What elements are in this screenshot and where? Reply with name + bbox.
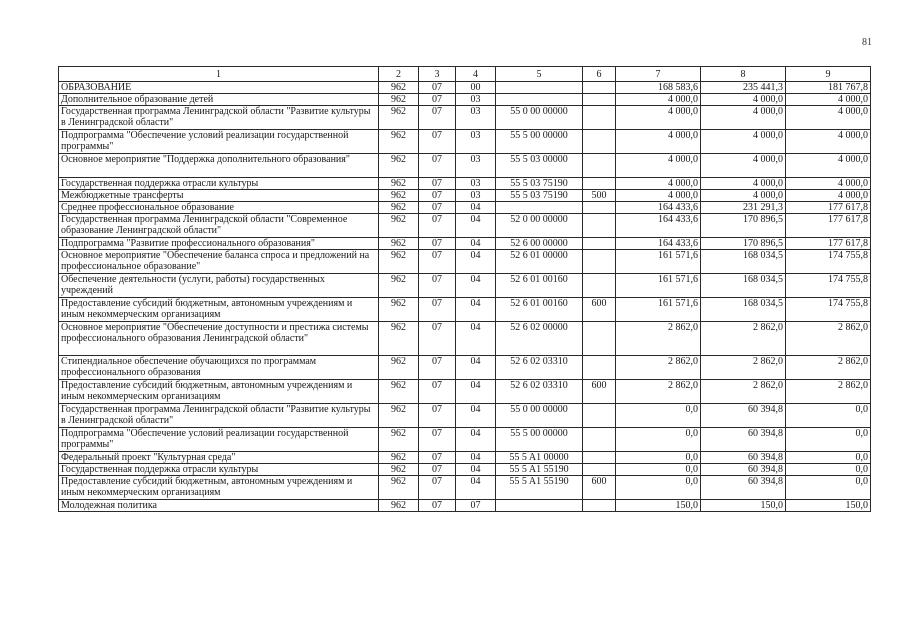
expense-type-cell xyxy=(583,500,616,512)
expense-type-cell xyxy=(583,404,616,428)
amount-col-8-cell: 168 034,5 xyxy=(701,298,786,322)
row-name-cell: Государственная поддержка отрасли культуры xyxy=(59,178,379,190)
amount-col-8-cell: 4 000,0 xyxy=(701,106,786,130)
section-code-cell: 07 xyxy=(419,476,456,500)
section-code-cell: 07 xyxy=(419,464,456,476)
section-code-cell: 07 xyxy=(419,154,456,178)
row-name-cell: Основное мероприятие "Поддержка дополнительного образования" xyxy=(59,154,379,178)
table-row xyxy=(59,452,871,464)
subsection-code-cell: 03 xyxy=(456,94,496,106)
ministry-code-cell: 962 xyxy=(379,130,419,154)
amount-col-9-cell: 174 755,8 xyxy=(786,250,871,274)
target-article-cell xyxy=(496,94,583,106)
page-number: 81 xyxy=(862,37,872,48)
amount-col-8-cell: 60 394,8 xyxy=(701,404,786,428)
subsection-code-cell: 04 xyxy=(456,274,496,298)
subsection-code-cell: 04 xyxy=(456,428,496,452)
amount-col-8-cell: 4 000,0 xyxy=(701,190,786,202)
section-code-cell: 07 xyxy=(419,106,456,130)
ministry-code-cell: 962 xyxy=(379,82,419,94)
expense-type-cell xyxy=(583,238,616,250)
subsection-code-cell: 04 xyxy=(456,404,496,428)
target-article-cell: 55 5 03 00000 xyxy=(496,154,583,178)
target-article-cell: 55 5 A1 55190 xyxy=(496,476,583,500)
amount-col-7-cell: 2 862,0 xyxy=(616,356,701,380)
section-code-cell: 07 xyxy=(419,82,456,94)
amount-col-8-cell: 2 862,0 xyxy=(701,356,786,380)
ministry-code-cell: 962 xyxy=(379,500,419,512)
amount-col-7-cell: 2 862,0 xyxy=(616,322,701,356)
amount-col-7-cell: 0,0 xyxy=(616,404,701,428)
expense-type-cell xyxy=(583,214,616,238)
amount-col-7-cell: 161 571,6 xyxy=(616,274,701,298)
row-name-cell: Межбюджетные трансферты xyxy=(59,190,379,202)
amount-col-7-cell: 4 000,0 xyxy=(616,190,701,202)
section-code-cell: 07 xyxy=(419,190,456,202)
subsection-code-cell: 04 xyxy=(456,356,496,380)
target-article-cell: 55 5 00 00000 xyxy=(496,130,583,154)
header-row xyxy=(59,67,871,82)
table-body xyxy=(59,82,871,512)
expense-type-cell: 500 xyxy=(583,190,616,202)
target-article-cell: 52 6 01 00000 xyxy=(496,250,583,274)
amount-col-8-cell: 4 000,0 xyxy=(701,130,786,154)
target-article-cell: 55 5 03 75190 xyxy=(496,190,583,202)
ministry-code-cell: 962 xyxy=(379,214,419,238)
amount-col-7-cell: 164 433,6 xyxy=(616,214,701,238)
amount-col-9-cell: 2 862,0 xyxy=(786,356,871,380)
header-cell: 8 xyxy=(701,67,786,82)
section-code-cell: 07 xyxy=(419,214,456,238)
table-row xyxy=(59,500,871,512)
expense-type-cell: 600 xyxy=(583,476,616,500)
section-code-cell: 07 xyxy=(419,356,456,380)
expense-type-cell xyxy=(583,428,616,452)
ministry-code-cell: 962 xyxy=(379,238,419,250)
amount-col-7-cell: 0,0 xyxy=(616,464,701,476)
row-name-cell: Подпрограмма "Обеспечение условий реализации государственной программы" xyxy=(59,130,379,154)
section-code-cell: 07 xyxy=(419,428,456,452)
amount-col-9-cell: 0,0 xyxy=(786,428,871,452)
row-name-cell: Стипендиальное обеспечение обучающихся по программам профессионального образования xyxy=(59,356,379,380)
amount-col-7-cell: 4 000,0 xyxy=(616,130,701,154)
row-name-cell: Государственная поддержка отрасли культуры xyxy=(59,464,379,476)
section-code-cell: 07 xyxy=(419,298,456,322)
section-code-cell: 07 xyxy=(419,274,456,298)
row-name-cell: Федеральный проект "Культурная среда" xyxy=(59,452,379,464)
table-row xyxy=(59,238,871,250)
amount-col-7-cell: 161 571,6 xyxy=(616,250,701,274)
subsection-code-cell: 04 xyxy=(456,298,496,322)
subsection-code-cell: 07 xyxy=(456,500,496,512)
amount-col-8-cell: 60 394,8 xyxy=(701,428,786,452)
amount-col-9-cell: 4 000,0 xyxy=(786,106,871,130)
row-name-cell: Подпрограмма "Развитие профессионального образования" xyxy=(59,238,379,250)
amount-col-9-cell: 0,0 xyxy=(786,464,871,476)
ministry-code-cell: 962 xyxy=(379,178,419,190)
table-row xyxy=(59,214,871,238)
amount-col-9-cell: 4 000,0 xyxy=(786,130,871,154)
row-name-cell: Основное мероприятие "Обеспечение доступности и престижа системы профессионального образования Ленинградской области" xyxy=(59,322,379,356)
amount-col-9-cell: 174 755,8 xyxy=(786,274,871,298)
header-cell: 1 xyxy=(59,67,379,82)
section-code-cell: 07 xyxy=(419,130,456,154)
amount-col-8-cell: 4 000,0 xyxy=(701,94,786,106)
ministry-code-cell: 962 xyxy=(379,356,419,380)
row-name-cell: Молодежная политика xyxy=(59,500,379,512)
section-code-cell: 07 xyxy=(419,322,456,356)
table-row xyxy=(59,380,871,404)
header-cell: 5 xyxy=(496,67,583,82)
amount-col-8-cell: 4 000,0 xyxy=(701,178,786,190)
amount-col-8-cell: 60 394,8 xyxy=(701,452,786,464)
amount-col-9-cell: 177 617,8 xyxy=(786,238,871,250)
ministry-code-cell: 962 xyxy=(379,94,419,106)
target-article-cell: 52 6 00 00000 xyxy=(496,238,583,250)
ministry-code-cell: 962 xyxy=(379,380,419,404)
table-row xyxy=(59,428,871,452)
target-article-cell: 52 6 02 03310 xyxy=(496,380,583,404)
amount-col-9-cell: 150,0 xyxy=(786,500,871,512)
amount-col-9-cell: 181 767,8 xyxy=(786,82,871,94)
target-article-cell: 52 6 01 00160 xyxy=(496,274,583,298)
amount-col-9-cell: 2 862,0 xyxy=(786,380,871,404)
table-row xyxy=(59,82,871,94)
amount-col-7-cell: 164 433,6 xyxy=(616,202,701,214)
header-cell: 6 xyxy=(583,67,616,82)
section-code-cell: 07 xyxy=(419,500,456,512)
expense-type-cell xyxy=(583,106,616,130)
amount-col-8-cell: 170 896,5 xyxy=(701,214,786,238)
subsection-code-cell: 03 xyxy=(456,130,496,154)
ministry-code-cell: 962 xyxy=(379,322,419,356)
row-name-cell: Обеспечение деятельности (услуги, работы) государственных учреждений xyxy=(59,274,379,298)
target-article-cell xyxy=(496,82,583,94)
subsection-code-cell: 04 xyxy=(456,322,496,356)
amount-col-8-cell: 168 034,5 xyxy=(701,274,786,298)
row-name-cell: Предоставление субсидий бюджетным, автономным учреждениям и иным некоммерческим организациям xyxy=(59,380,379,404)
subsection-code-cell: 03 xyxy=(456,190,496,202)
target-article-cell xyxy=(496,202,583,214)
section-code-cell: 07 xyxy=(419,178,456,190)
expense-type-cell xyxy=(583,82,616,94)
table-row xyxy=(59,178,871,190)
section-code-cell: 07 xyxy=(419,452,456,464)
row-name-cell: Государственная программа Ленинградской области "Современное образование Ленинградской области" xyxy=(59,214,379,238)
header-cell: 2 xyxy=(379,67,419,82)
expense-type-cell: 600 xyxy=(583,380,616,404)
ministry-code-cell: 962 xyxy=(379,428,419,452)
table-row xyxy=(59,298,871,322)
amount-col-8-cell: 168 034,5 xyxy=(701,250,786,274)
target-article-cell: 55 0 00 00000 xyxy=(496,404,583,428)
amount-col-9-cell: 177 617,8 xyxy=(786,202,871,214)
amount-col-8-cell: 60 394,8 xyxy=(701,464,786,476)
table-row xyxy=(59,202,871,214)
expense-type-cell xyxy=(583,94,616,106)
expense-type-cell xyxy=(583,464,616,476)
ministry-code-cell: 962 xyxy=(379,476,419,500)
row-name-cell: Дополнительное образование детей xyxy=(59,94,379,106)
ministry-code-cell: 962 xyxy=(379,190,419,202)
budget-table xyxy=(58,66,871,512)
target-article-cell: 52 6 01 00160 xyxy=(496,298,583,322)
subsection-code-cell: 04 xyxy=(456,250,496,274)
ministry-code-cell: 962 xyxy=(379,154,419,178)
target-article-cell: 55 5 A1 55190 xyxy=(496,464,583,476)
subsection-code-cell: 03 xyxy=(456,106,496,130)
table-row xyxy=(59,190,871,202)
target-article-cell: 55 5 00 00000 xyxy=(496,428,583,452)
table-row xyxy=(59,106,871,130)
subsection-code-cell: 03 xyxy=(456,154,496,178)
subsection-code-cell: 04 xyxy=(456,380,496,404)
expense-type-cell xyxy=(583,130,616,154)
target-article-cell: 52 6 02 03310 xyxy=(496,356,583,380)
expense-type-cell xyxy=(583,154,616,178)
ministry-code-cell: 962 xyxy=(379,106,419,130)
table-row xyxy=(59,274,871,298)
table-row xyxy=(59,94,871,106)
row-name-cell: Подпрограмма "Обеспечение условий реализации государственной программы" xyxy=(59,428,379,452)
target-article-cell: 55 0 00 00000 xyxy=(496,106,583,130)
target-article-cell: 55 5 03 75190 xyxy=(496,178,583,190)
ministry-code-cell: 962 xyxy=(379,250,419,274)
amount-col-8-cell: 150,0 xyxy=(701,500,786,512)
amount-col-9-cell: 0,0 xyxy=(786,404,871,428)
subsection-code-cell: 04 xyxy=(456,214,496,238)
amount-col-7-cell: 0,0 xyxy=(616,452,701,464)
table-row xyxy=(59,476,871,500)
amount-col-8-cell: 235 441,3 xyxy=(701,82,786,94)
section-code-cell: 07 xyxy=(419,380,456,404)
section-code-cell: 07 xyxy=(419,238,456,250)
amount-col-8-cell: 231 291,3 xyxy=(701,202,786,214)
header-cell: 3 xyxy=(419,67,456,82)
expense-type-cell xyxy=(583,250,616,274)
header-cell: 9 xyxy=(786,67,871,82)
amount-col-8-cell: 170 896,5 xyxy=(701,238,786,250)
header-cell: 4 xyxy=(456,67,496,82)
row-name-cell: Предоставление субсидий бюджетным, автономным учреждениям и иным некоммерческим организациям xyxy=(59,298,379,322)
row-name-cell: ОБРАЗОВАНИЕ xyxy=(59,82,379,94)
header-cell: 7 xyxy=(616,67,701,82)
ministry-code-cell: 962 xyxy=(379,452,419,464)
amount-col-9-cell: 174 755,8 xyxy=(786,298,871,322)
amount-col-7-cell: 161 571,6 xyxy=(616,298,701,322)
expense-type-cell xyxy=(583,202,616,214)
amount-col-8-cell: 4 000,0 xyxy=(701,154,786,178)
amount-col-9-cell: 4 000,0 xyxy=(786,154,871,178)
ministry-code-cell: 962 xyxy=(379,274,419,298)
target-article-cell: 52 6 02 00000 xyxy=(496,322,583,356)
table-row xyxy=(59,250,871,274)
subsection-code-cell: 04 xyxy=(456,202,496,214)
expense-type-cell xyxy=(583,178,616,190)
ministry-code-cell: 962 xyxy=(379,202,419,214)
table-row xyxy=(59,404,871,428)
expense-type-cell xyxy=(583,356,616,380)
row-name-cell: Среднее профессиональное образование xyxy=(59,202,379,214)
table-row xyxy=(59,154,871,178)
expense-type-cell xyxy=(583,322,616,356)
amount-col-9-cell: 0,0 xyxy=(786,476,871,500)
amount-col-9-cell: 4 000,0 xyxy=(786,94,871,106)
expense-type-cell xyxy=(583,452,616,464)
row-name-cell: Предоставление субсидий бюджетным, автономным учреждениям и иным некоммерческим организациям xyxy=(59,476,379,500)
amount-col-7-cell: 2 862,0 xyxy=(616,380,701,404)
amount-col-8-cell: 2 862,0 xyxy=(701,380,786,404)
table-row xyxy=(59,464,871,476)
row-name-cell: Государственная программа Ленинградской области "Развитие культуры в Ленинградской области" xyxy=(59,404,379,428)
amount-col-8-cell: 2 862,0 xyxy=(701,322,786,356)
target-article-cell: 52 0 00 00000 xyxy=(496,214,583,238)
amount-col-9-cell: 2 862,0 xyxy=(786,322,871,356)
target-article-cell: 55 5 A1 00000 xyxy=(496,452,583,464)
amount-col-8-cell: 60 394,8 xyxy=(701,476,786,500)
section-code-cell: 07 xyxy=(419,404,456,428)
amount-col-7-cell: 150,0 xyxy=(616,500,701,512)
subsection-code-cell: 04 xyxy=(456,464,496,476)
row-name-cell: Государственная программа Ленинградской области "Развитие культуры в Ленинградской области" xyxy=(59,106,379,130)
amount-col-7-cell: 4 000,0 xyxy=(616,106,701,130)
amount-col-7-cell: 0,0 xyxy=(616,428,701,452)
table-row xyxy=(59,322,871,356)
amount-col-7-cell: 4 000,0 xyxy=(616,154,701,178)
expense-type-cell xyxy=(583,274,616,298)
ministry-code-cell: 962 xyxy=(379,404,419,428)
amount-col-9-cell: 4 000,0 xyxy=(786,190,871,202)
amount-col-7-cell: 0,0 xyxy=(616,476,701,500)
table-row xyxy=(59,356,871,380)
amount-col-9-cell: 4 000,0 xyxy=(786,178,871,190)
subsection-code-cell: 04 xyxy=(456,452,496,464)
subsection-code-cell: 04 xyxy=(456,476,496,500)
amount-col-7-cell: 164 433,6 xyxy=(616,238,701,250)
section-code-cell: 07 xyxy=(419,202,456,214)
target-article-cell xyxy=(496,500,583,512)
section-code-cell: 07 xyxy=(419,94,456,106)
amount-col-9-cell: 177 617,8 xyxy=(786,214,871,238)
subsection-code-cell: 03 xyxy=(456,178,496,190)
amount-col-9-cell: 0,0 xyxy=(786,452,871,464)
subsection-code-cell: 04 xyxy=(456,238,496,250)
table-row xyxy=(59,130,871,154)
subsection-code-cell: 00 xyxy=(456,82,496,94)
amount-col-7-cell: 168 583,6 xyxy=(616,82,701,94)
amount-col-7-cell: 4 000,0 xyxy=(616,94,701,106)
ministry-code-cell: 962 xyxy=(379,298,419,322)
expense-type-cell: 600 xyxy=(583,298,616,322)
amount-col-7-cell: 4 000,0 xyxy=(616,178,701,190)
row-name-cell: Основное мероприятие "Обеспечение баланса спроса и предложений на профессиональное образование" xyxy=(59,250,379,274)
ministry-code-cell: 962 xyxy=(379,464,419,476)
section-code-cell: 07 xyxy=(419,250,456,274)
